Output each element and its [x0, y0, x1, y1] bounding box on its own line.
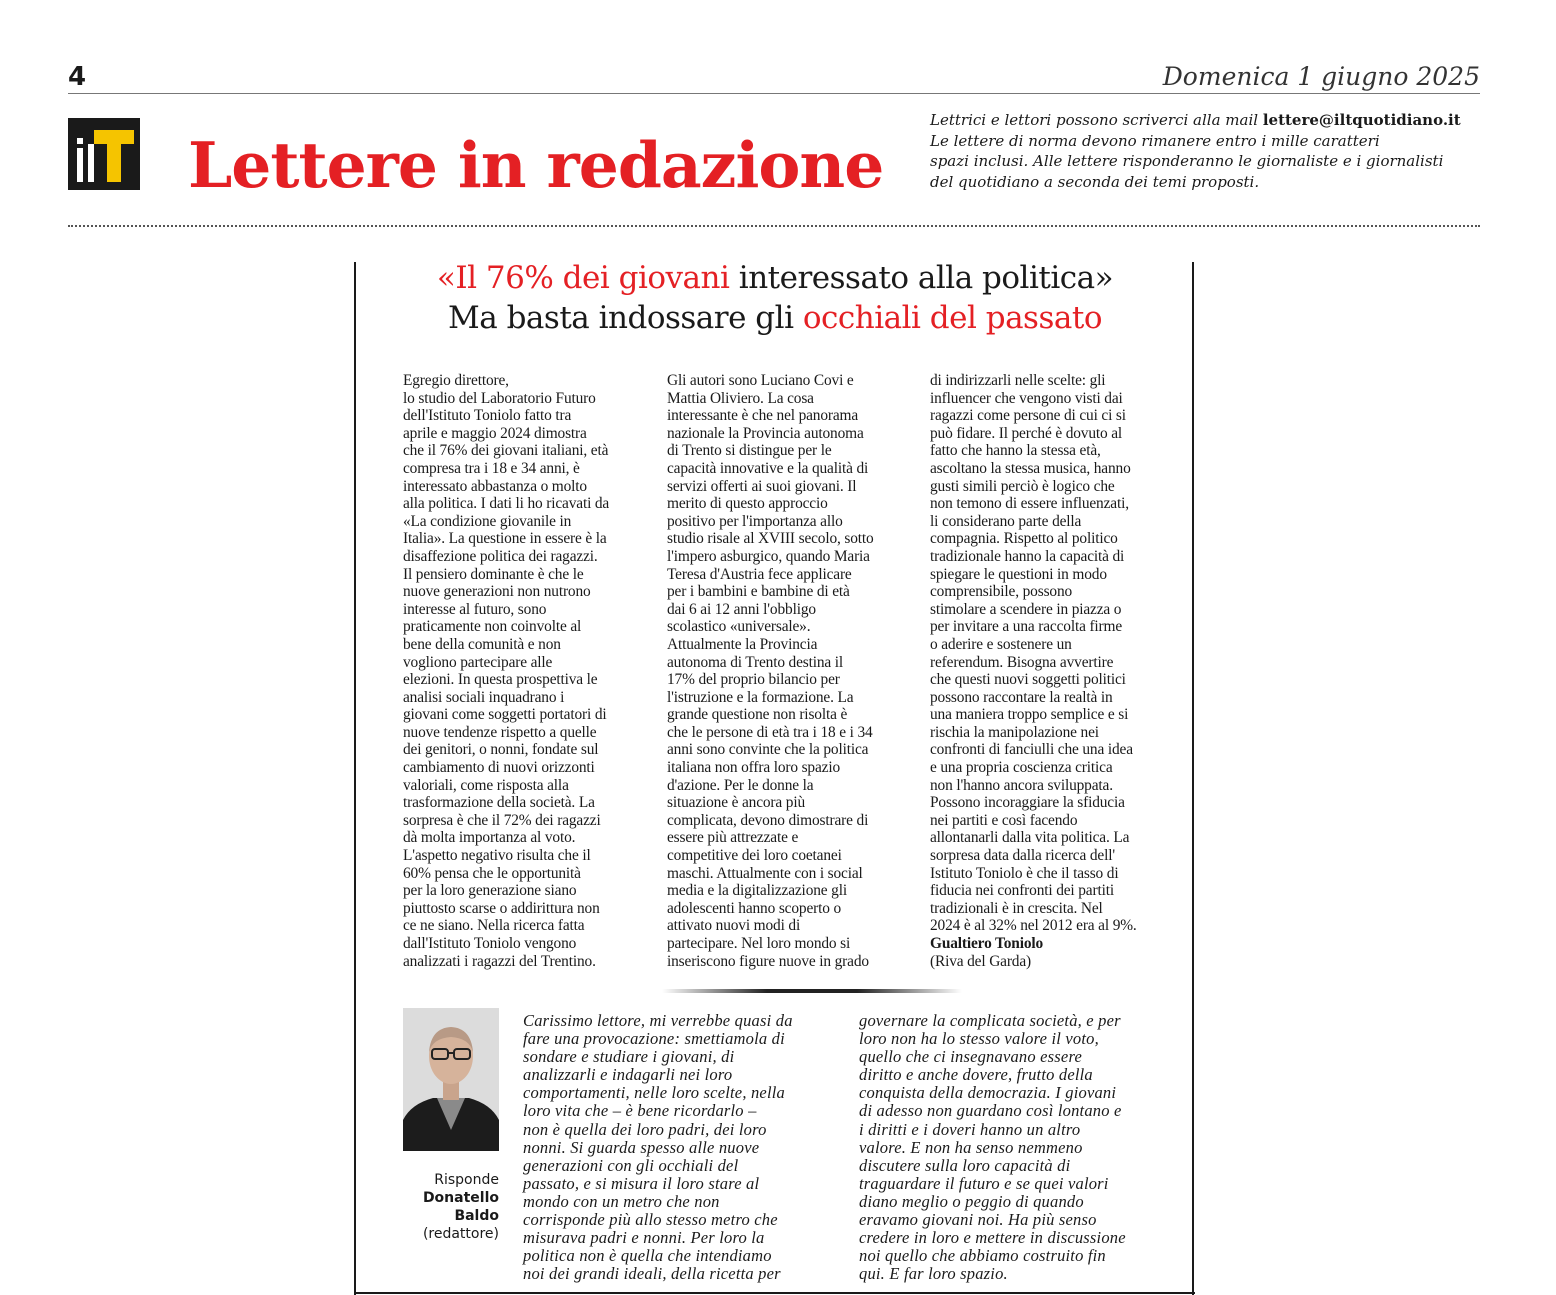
text-line: Gli autori sono Luciano Covi e — [667, 372, 854, 389]
text-line: italiana non offra loro spazio — [667, 759, 841, 777]
text-line: dei genitori, o nonni, fondate sul — [403, 741, 599, 759]
text-line: Il pensiero dominante è che le — [403, 565, 584, 583]
text-line: «La condizione giovanile in — [403, 512, 572, 530]
reply-column-1 — [523, 1012, 843, 1283]
author-role: (redattore) — [422, 1226, 499, 1242]
text-line: Possono incoraggiare la sfiducia — [930, 794, 1125, 812]
text-line: dell'Istituto Toniolo fatto tra — [403, 407, 572, 425]
text-line: studio risale al XVIII secolo, sotto — [667, 530, 874, 548]
text-line: credere in loro e mettere in discussione — [859, 1228, 1126, 1248]
text-line: che questi nuovi soggetti politici — [930, 671, 1126, 689]
text-line: generazioni con gli occhiali del — [523, 1155, 739, 1175]
text-line: traguardare il futuro e se quei valori — [859, 1173, 1109, 1193]
ilt-logo-icon — [68, 118, 140, 190]
text-line: Mattia Oliviero. La cosa — [667, 389, 814, 407]
text-line: tradizionale hanno la capacità di — [930, 547, 1125, 565]
article-bottom-rule — [355, 1292, 1195, 1294]
text-line: 2024 è al 32% nel 2012 era al 9%. — [930, 917, 1137, 935]
newspaper-logo — [68, 118, 140, 190]
text-line: diritto e anche dovere, frutto della — [859, 1065, 1093, 1085]
text-line: allontanarli dalla vita politica. La — [930, 829, 1130, 847]
text-line: attivato nuovi modi di — [667, 917, 801, 935]
author-first-name: Donatello — [422, 1190, 499, 1206]
text-line: noi quello che abbiamo costruito fin — [859, 1246, 1106, 1266]
author-photo — [403, 1008, 499, 1151]
text-line: mondo con un metro che non — [523, 1191, 720, 1211]
text-line: che il 76% dei giovani italiani, età — [403, 442, 609, 460]
text-line: misurava padri e nonni. Per loro la — [523, 1228, 765, 1248]
text-line: non è quella dei loro padri, dei loro — [523, 1119, 767, 1139]
issue-date: Domenica 1 giugno 2025 — [1162, 62, 1480, 91]
text-line: sorpresa è che il 72% dei ragazzi — [403, 811, 601, 829]
text-line: analizzarli e indagarli nei loro — [523, 1065, 733, 1085]
section-title: Lettere in redazione — [188, 128, 884, 202]
notice-line-3: spazi inclusi. Alle lettere risponderanno le giornaliste e i giornalisti — [930, 152, 1444, 170]
article-left-rule — [354, 262, 356, 1295]
text-line: competitive dei loro coetanei — [667, 847, 842, 865]
text-line: bene della comunità e non — [403, 635, 561, 653]
text-line: Italia». La questione in essere è la — [403, 530, 607, 548]
text-line: nuove generazioni non nutrono — [403, 583, 591, 601]
text-line: nonni. Si guarda spesso alle nuove — [523, 1137, 760, 1157]
letter-location: (Riva del Garda) — [930, 952, 1032, 970]
text-line: di adesso non guardano così lontano e — [859, 1101, 1122, 1121]
notice-line-2: Le lettere di norma devono rimanere entro i mille caratteri — [930, 131, 1380, 150]
notice-line-4: del quotidiano a seconda dei temi proposti. — [930, 172, 1260, 191]
text-line: L'aspetto negativo risulta che il — [403, 847, 591, 865]
byline-label: Risponde — [434, 1172, 499, 1188]
author-last-name: Baldo — [454, 1208, 499, 1224]
text-line: sondare e studiare i giovani, di — [523, 1047, 735, 1067]
text-line: sorpresa data dalla ricerca dell' — [930, 847, 1115, 865]
text-line: valoriali, come risposta alla — [403, 776, 569, 794]
text-line: interessato abbastanza o molto — [403, 477, 587, 495]
text-line: stimolare a scendere in piazza o — [930, 600, 1122, 618]
reply-separator — [662, 989, 962, 993]
text-line: vogliono partecipare alle — [403, 653, 553, 671]
text-line: eravamo giovani noi. Ha più senso — [859, 1210, 1097, 1230]
text-line: trasformazione della società. La — [403, 794, 595, 812]
text-line: rischia la manipolazione nei — [930, 723, 1099, 741]
text-line: non temono di essere influenzati, — [930, 495, 1129, 513]
text-line: capacità innovative e la qualità di — [667, 459, 869, 477]
text-line: i diritti e i doveri hanno un altro — [859, 1119, 1081, 1139]
text-line: positivo per l'importanza allo — [667, 512, 843, 530]
text-line: può fidare. Il perché è dovuto al — [930, 424, 1123, 442]
text-line: comportamenti, nelle loro scelte, nella — [523, 1083, 785, 1103]
text-line: l'istruzione e la formazione. La — [667, 688, 854, 706]
text-line: servizi offerti ai suoi giovani. Il — [667, 477, 857, 495]
text-line: disaffezione politica dei ragazzi. — [403, 547, 598, 565]
text-line: compagnia. Rispetto al politico — [930, 530, 1118, 548]
text-line: aprile e maggio 2024 dimostra — [403, 424, 587, 442]
text-line: valore. E non ha senso nemmeno — [859, 1137, 1083, 1157]
text-line: e una propria coscienza critica — [930, 759, 1113, 777]
text-line: maschi. Attualmente con i social — [667, 864, 863, 882]
text-line: Egregio direttore, — [403, 372, 509, 389]
text-line: Attualmente la Provincia — [667, 635, 818, 653]
text-line: anni sono convinte che la politica — [667, 741, 869, 759]
headline-line-2: Ma basta indossare gli occhiali del passato — [448, 300, 1102, 336]
text-line: discutere sulla loro capacità di — [859, 1155, 1071, 1175]
text-line: ragazzi come persone di cui ci si — [930, 407, 1126, 425]
text-line: nei partiti e così facendo — [930, 811, 1078, 829]
text-line: compresa tra i 18 e 34 anni, è — [403, 459, 580, 477]
text-line: passato, e si misura il loro stare al — [523, 1173, 760, 1193]
text-line: governare la complicata società, e per — [859, 1011, 1121, 1030]
text-line: grande questione non risolta è — [667, 706, 848, 724]
text-line: noi dei grandi ideali, della ricetta per — [523, 1264, 781, 1284]
text-line: fiducia nei confronti dei partiti — [930, 882, 1114, 900]
text-line: cambiamento di nuovi orizzonti — [403, 759, 595, 777]
letter-column-1 — [403, 372, 663, 970]
text-line: per i bambini e bambine di età — [667, 583, 850, 601]
text-line: spiegare le questioni in modo — [930, 565, 1107, 583]
text-line: nuove tendenze rispetto a quelle — [403, 723, 597, 741]
text-line: l'impero asburgico, quando Maria — [667, 547, 870, 565]
text-line: li considerano parte della — [930, 512, 1082, 530]
text-line: fatto che hanno la stessa età, — [930, 442, 1101, 460]
text-line: interesse al futuro, sono — [403, 600, 547, 618]
text-line: di indirizzarli nelle scelte: gli — [930, 372, 1106, 389]
text-line: gusti simili perciò è logico che — [930, 477, 1115, 495]
text-line: di Trento si distingue per le — [667, 442, 832, 460]
notice-line-1: Lettrici e lettori possono scriverci alla mail lettere@iltquotidiano.it — [930, 111, 1461, 129]
text-line: quello che ci insegnavano essere — [859, 1047, 1082, 1067]
text-line: partecipare. Nel loro mondo si — [667, 935, 851, 952]
reply-column-2 — [859, 1012, 1179, 1283]
text-line: o aderire e sostenere un — [930, 635, 1072, 653]
author-portrait-icon — [403, 1008, 499, 1151]
text-line: che le persone di età tra i 18 e i 34 — [667, 723, 873, 741]
text-line: confronti di fanciulli che una idea — [930, 741, 1133, 759]
text-line: 60% pensa che le opportunità — [403, 864, 581, 882]
text-line: per la loro generazione siano — [403, 882, 577, 900]
text-line: qui. E far loro spazio. — [859, 1264, 1008, 1284]
text-line: scolastico «universale». — [667, 618, 811, 636]
text-line: per invitare a una raccolta firme — [930, 618, 1123, 636]
text-line: adolescenti hanno scoperto o — [667, 899, 842, 917]
text-line: Istituto Toniolo è che il tasso di — [930, 864, 1119, 882]
text-line: lo studio del Laboratorio Futuro — [403, 389, 596, 407]
text-line: ascoltano la stessa musica, hanno — [930, 459, 1131, 477]
page-number: 4 — [68, 62, 87, 92]
text-line: ce ne siano. Nella ricerca fatta — [403, 917, 585, 935]
text-line: piuttosto scarse o addirittura non — [403, 899, 600, 917]
text-line: diano meglio o peggio di quando — [859, 1191, 1084, 1211]
reply-byline — [403, 1171, 499, 1243]
text-line: Carissimo lettore, mi verrebbe quasi da — [523, 1011, 793, 1030]
text-line: praticamente non coinvolte al — [403, 618, 582, 636]
email-link[interactable]: lettere@iltquotidiano.it — [1262, 111, 1461, 129]
article-right-rule — [1192, 262, 1194, 1295]
letter-column-2 — [667, 372, 927, 970]
text-line: politica non è quella che intendiamo — [523, 1246, 772, 1266]
text-line: loro non ha lo stesso valore il voto, — [859, 1029, 1099, 1049]
text-line: referendum. Bisogna avvertire — [930, 653, 1114, 671]
text-line: non l'hanno ancora sviluppata. — [930, 776, 1113, 794]
text-line: dall'Istituto Toniolo vengono — [403, 935, 577, 952]
text-line: inseriscono figure nuove in grado — [667, 952, 869, 970]
text-line: possono raccontare la realtà in — [930, 688, 1113, 706]
text-line: fare una provocazione: smettiamola di — [523, 1029, 785, 1049]
text-line: complicata, devono dimostrare di — [667, 811, 869, 829]
text-line: essere più attrezzate e — [667, 829, 799, 847]
letter-signature: Gualtiero Toniolo — [930, 935, 1044, 952]
text-line: dà molta importanza al voto. — [403, 829, 576, 847]
text-line: corrisponde più allo stesso metro che — [523, 1210, 778, 1230]
text-line: loro vita che – è bene ricordarlo – — [523, 1101, 757, 1121]
article-headline — [360, 258, 1190, 338]
text-line: una maniera troppo semplice e si — [930, 706, 1129, 724]
text-line: influencer che vengono visti dai — [930, 389, 1123, 407]
top-rule — [68, 93, 1480, 94]
text-line: interessante è che nel panorama — [667, 407, 859, 425]
text-line: nazionale la Provincia autonoma — [667, 424, 864, 442]
text-line: comprensibile, possono — [930, 583, 1073, 601]
text-line: media e la digitalizzazione gli — [667, 882, 847, 900]
text-line: elezioni. In questa prospettiva le — [403, 671, 598, 689]
text-line: analizzati i ragazzi del Trentino. — [403, 952, 596, 970]
text-line: Teresa d'Austria fece applicare — [667, 565, 852, 583]
text-line: giovani come soggetti portatori di — [403, 706, 607, 724]
text-line: analisi sociali inquadrano i — [403, 688, 565, 706]
text-line: autonoma di Trento destina il — [667, 653, 844, 671]
header-divider — [68, 225, 1480, 227]
text-line: conquista della democrazia. I giovani — [859, 1083, 1117, 1103]
text-line: tradizionali è in crescita. Nel — [930, 899, 1103, 917]
text-line: merito di questo approccio — [667, 495, 828, 513]
letter-column-3 — [930, 372, 1190, 970]
letter-column-3-body — [930, 372, 1190, 935]
headline-line-1: «Il 76% dei giovani interessato alla politica» — [436, 260, 1114, 296]
text-line: situazione è ancora più — [667, 794, 805, 812]
text-line: dai 6 ai 12 anni l'obbligo — [667, 600, 816, 618]
submission-notice — [930, 110, 1490, 192]
text-line: 17% del proprio bilancio per — [667, 671, 840, 689]
text-line: d'azione. Per le donne la — [667, 776, 814, 794]
text-line: alla politica. I dati li ho ricavati da — [403, 495, 610, 513]
